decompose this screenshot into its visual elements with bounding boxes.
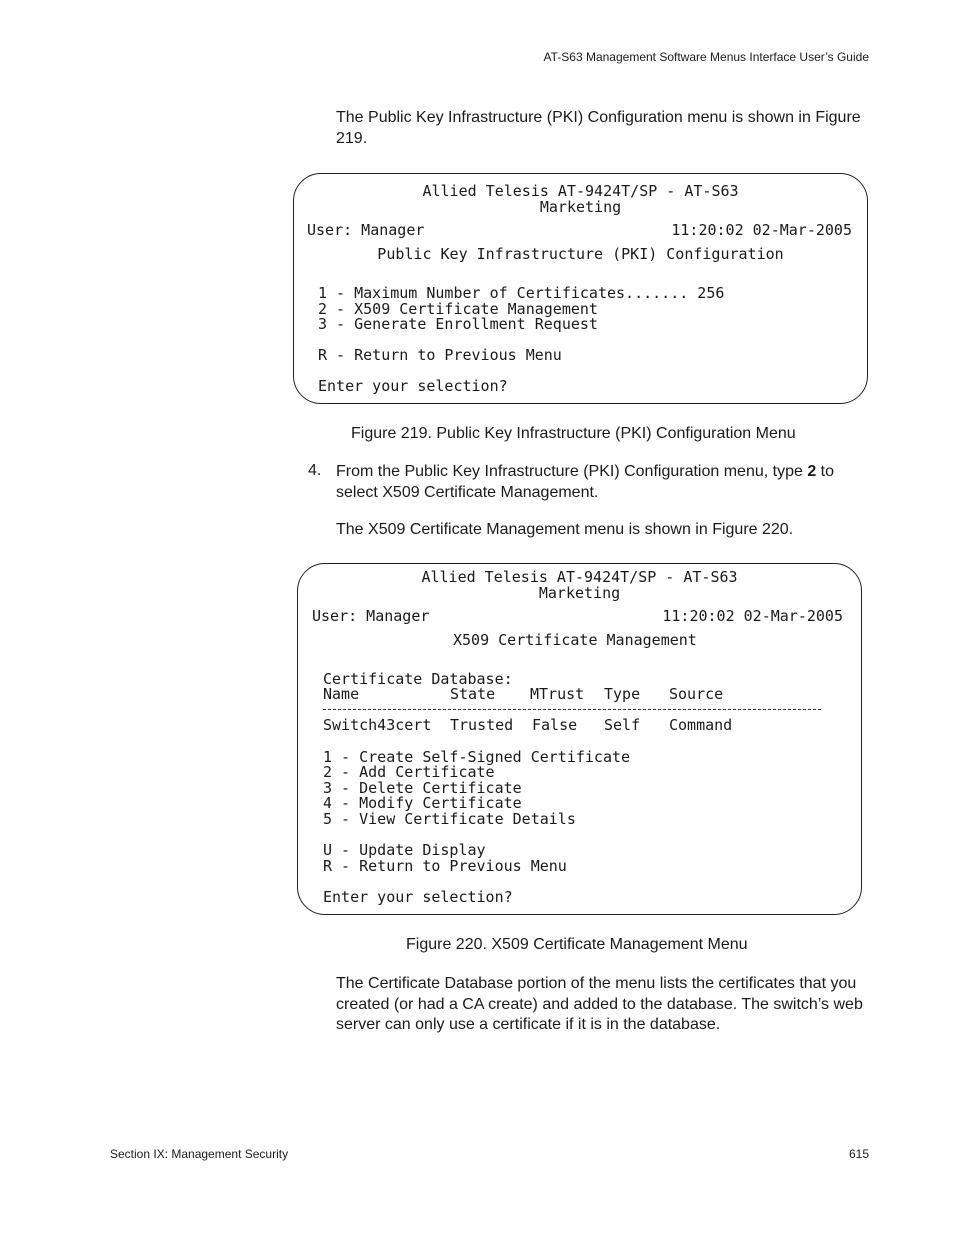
menu-title: Public Key Infrastructure (PKI) Configuration [377,245,784,263]
menu-option-u: U - Update Display [323,841,486,859]
menu-option-1: 1 - Create Self-Signed Certificate [323,748,631,766]
closing-paragraph: The Certificate Database portion of the menu lists the certificates that you created (or had a CA create) and added to the database. The switch’s web server can only use a certificate if it is in the database. [336,975,863,1033]
screen-location-line: Marketing [538,584,621,602]
screen-user: User: Manager [307,221,425,239]
screen-device-line: Allied Telesis AT-9424T/SP - AT-S63 [422,182,739,200]
menu-option-2: 2 - Add Certificate [323,763,495,781]
step-4-text-b: to select X509 Certificate Management. [336,463,835,501]
screen-timestamp: 11:20:02 02-Mar-2005 [671,221,852,239]
screen-device-line: Allied Telesis AT-9424T/SP - AT-S63 [421,568,738,586]
menu-option-2: 2 - X509 Certificate Management [318,300,598,318]
menu-option-4: 4 - Modify Certificate [323,794,522,812]
x509-management-screen [297,563,862,915]
cell-name: Switch43cert [323,716,432,734]
column-header-mtrust: MTrust [530,685,585,703]
column-header-type: Type [604,685,641,703]
figure-220-caption: Figure 220. X509 Certificate Management Menu [406,936,748,953]
table-divider [323,709,821,710]
column-header-name: Name [323,685,360,703]
page-number: 615 [848,1147,869,1161]
cell-mtrust: False [532,716,578,734]
menu-option-5: 5 - View Certificate Details [323,810,576,828]
step-number: 4. [308,462,322,479]
selection-prompt: Enter your selection? [323,888,513,906]
screen-user: User: Manager [312,607,430,625]
step-4-bold-key: 2 [807,463,817,480]
menu-option-r: R - Return to Previous Menu [323,857,567,875]
menu-title: X509 Certificate Management [453,631,697,649]
column-header-state: State [450,685,496,703]
intro-paragraph-2: The X509 Certificate Management menu is shown in Figure 220. [336,521,794,538]
running-header: AT-S63 Management Software Menus Interface User’s Guide [543,50,869,64]
menu-option-1: 1 - Maximum Number of Certificates....... 256 [318,284,725,302]
menu-option-3: 3 - Delete Certificate [323,779,522,797]
footer-section: Section IX: Management Security [110,1147,289,1161]
figure-219-caption: Figure 219. Public Key Infrastructure (PKI) Configuration Menu [351,425,796,442]
screen-timestamp: 11:20:02 02-Mar-2005 [662,607,843,625]
cell-type: Self [604,716,641,734]
cell-source: Command [669,716,733,734]
screen-location-line: Marketing [539,198,622,216]
cell-state: Trusted [450,716,514,734]
step-4-text-a: From the Public Key Infrastructure (PKI) Configuration menu, type [336,463,808,480]
column-header-source: Source [669,685,724,703]
selection-prompt: Enter your selection? [318,377,508,395]
certificate-db-label: Certificate Database: [323,670,513,688]
menu-option-3: 3 - Generate Enrollment Request [318,315,598,333]
pki-config-screen [293,173,868,404]
menu-option-r: R - Return to Previous Menu [318,346,562,364]
intro-paragraph: The Public Key Infrastructure (PKI) Configuration menu is shown in Figure 219. [336,109,861,147]
step-4-text [336,462,876,503]
